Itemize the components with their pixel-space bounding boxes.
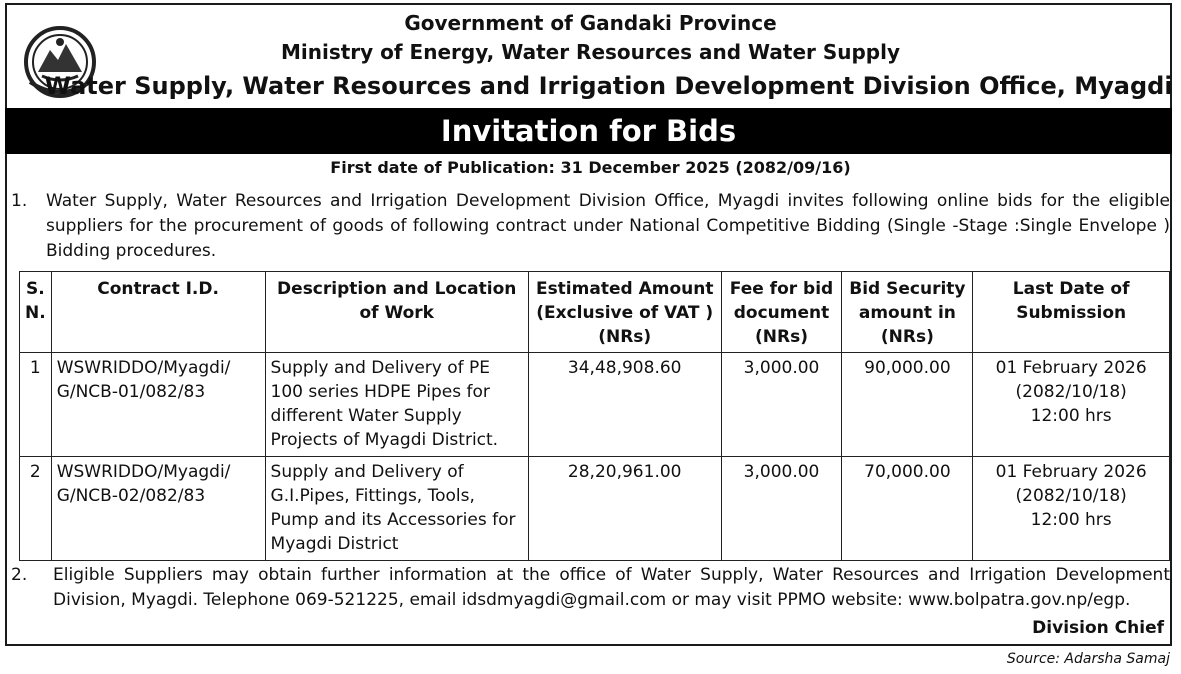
cell-description: Supply and Delivery of G.I.Pipes, Fittings, Tools, Pump and its Accessories for Myagdi District	[265, 457, 528, 561]
cell-sn: 1	[20, 353, 52, 457]
cell-contract-id: WSWRIDDO/Myagdi/ G/NCB-01/082/83	[51, 353, 265, 457]
cell-date-ad: 01 February 2026	[995, 358, 1147, 378]
cell-date-bs: (2082/10/18)	[1015, 382, 1127, 402]
cell-date-ad: 01 February 2026	[995, 462, 1147, 482]
publication-date: First date of Publication: 31 December 2025 (2082/09/16)	[330, 158, 851, 177]
cell-fee: 3,000.00	[721, 457, 842, 561]
header-fee: Fee for bid document (NRs)	[721, 272, 842, 353]
office-heading: Water Supply, Water Resources and Irrigation Development Division Office, Myagdi	[44, 72, 1173, 100]
ministry-heading: Ministry of Energy, Water Resources and Water Supply	[280, 40, 901, 64]
table-header-row	[20, 272, 1170, 353]
cell-description: Supply and Delivery of PE 100 series HDPE Pipes for different Water Supply Projects of Myagdi District.	[265, 353, 528, 457]
cell-date-bs: (2082/10/18)	[1015, 486, 1127, 506]
para1-text: Water Supply, Water Resources and Irrigation Development Division Office, Myagdi invites following online bids for the eligible suppliers for the procurement of goods of following contract under National Competitive Bidding (Single -Stage :Single Envelope ) Bidding procedures.	[46, 191, 1170, 261]
government-heading: Government of Gandaki Province	[404, 11, 777, 35]
cell-sn: 2	[20, 457, 52, 561]
source-credit: Source: Adarsha Samaj	[1006, 651, 1170, 667]
para2-text: Eligible Suppliers may obtain further information at the office of Water Supply, Water Resources and Irrigation Development Division, Myagdi. Telephone 069-521225, email idsdmyagdi@gmail.com or may visit PPMO website: www.bolpatra.gov.np/egp.	[53, 565, 1170, 610]
para2-number: 2.	[11, 565, 28, 585]
cell-date	[973, 353, 1170, 457]
cell-time: 12:00 hrs	[1030, 406, 1112, 426]
bids-table	[19, 271, 1170, 561]
header-description: Description and Location of Work	[265, 272, 528, 353]
header-contract-id: Contract I.D.	[51, 272, 265, 353]
cell-time: 12:00 hrs	[1030, 510, 1112, 530]
header-security: Bid Security amount in (NRs)	[842, 272, 973, 353]
signature: Division Chief	[1032, 618, 1164, 638]
header-estimated: Estimated Amount (Exclusive of VAT ) (NRs)	[528, 272, 721, 353]
header-date: Last Date of Submission	[973, 272, 1170, 353]
cell-date	[973, 457, 1170, 561]
header-sn: S. N.	[20, 272, 52, 353]
cell-estimated: 28,20,961.00	[528, 457, 721, 561]
cell-security: 70,000.00	[842, 457, 973, 561]
cell-fee: 3,000.00	[721, 353, 842, 457]
title-bar	[5, 108, 1172, 154]
cell-security: 90,000.00	[842, 353, 973, 457]
cell-estimated: 34,48,908.60	[528, 353, 721, 457]
page-title: Invitation for Bids	[440, 114, 737, 148]
para1-number: 1.	[11, 191, 28, 211]
table-row	[20, 353, 1170, 457]
table-row	[20, 457, 1170, 561]
cell-contract-id: WSWRIDDO/Myagdi/ G/NCB-02/082/83	[51, 457, 265, 561]
